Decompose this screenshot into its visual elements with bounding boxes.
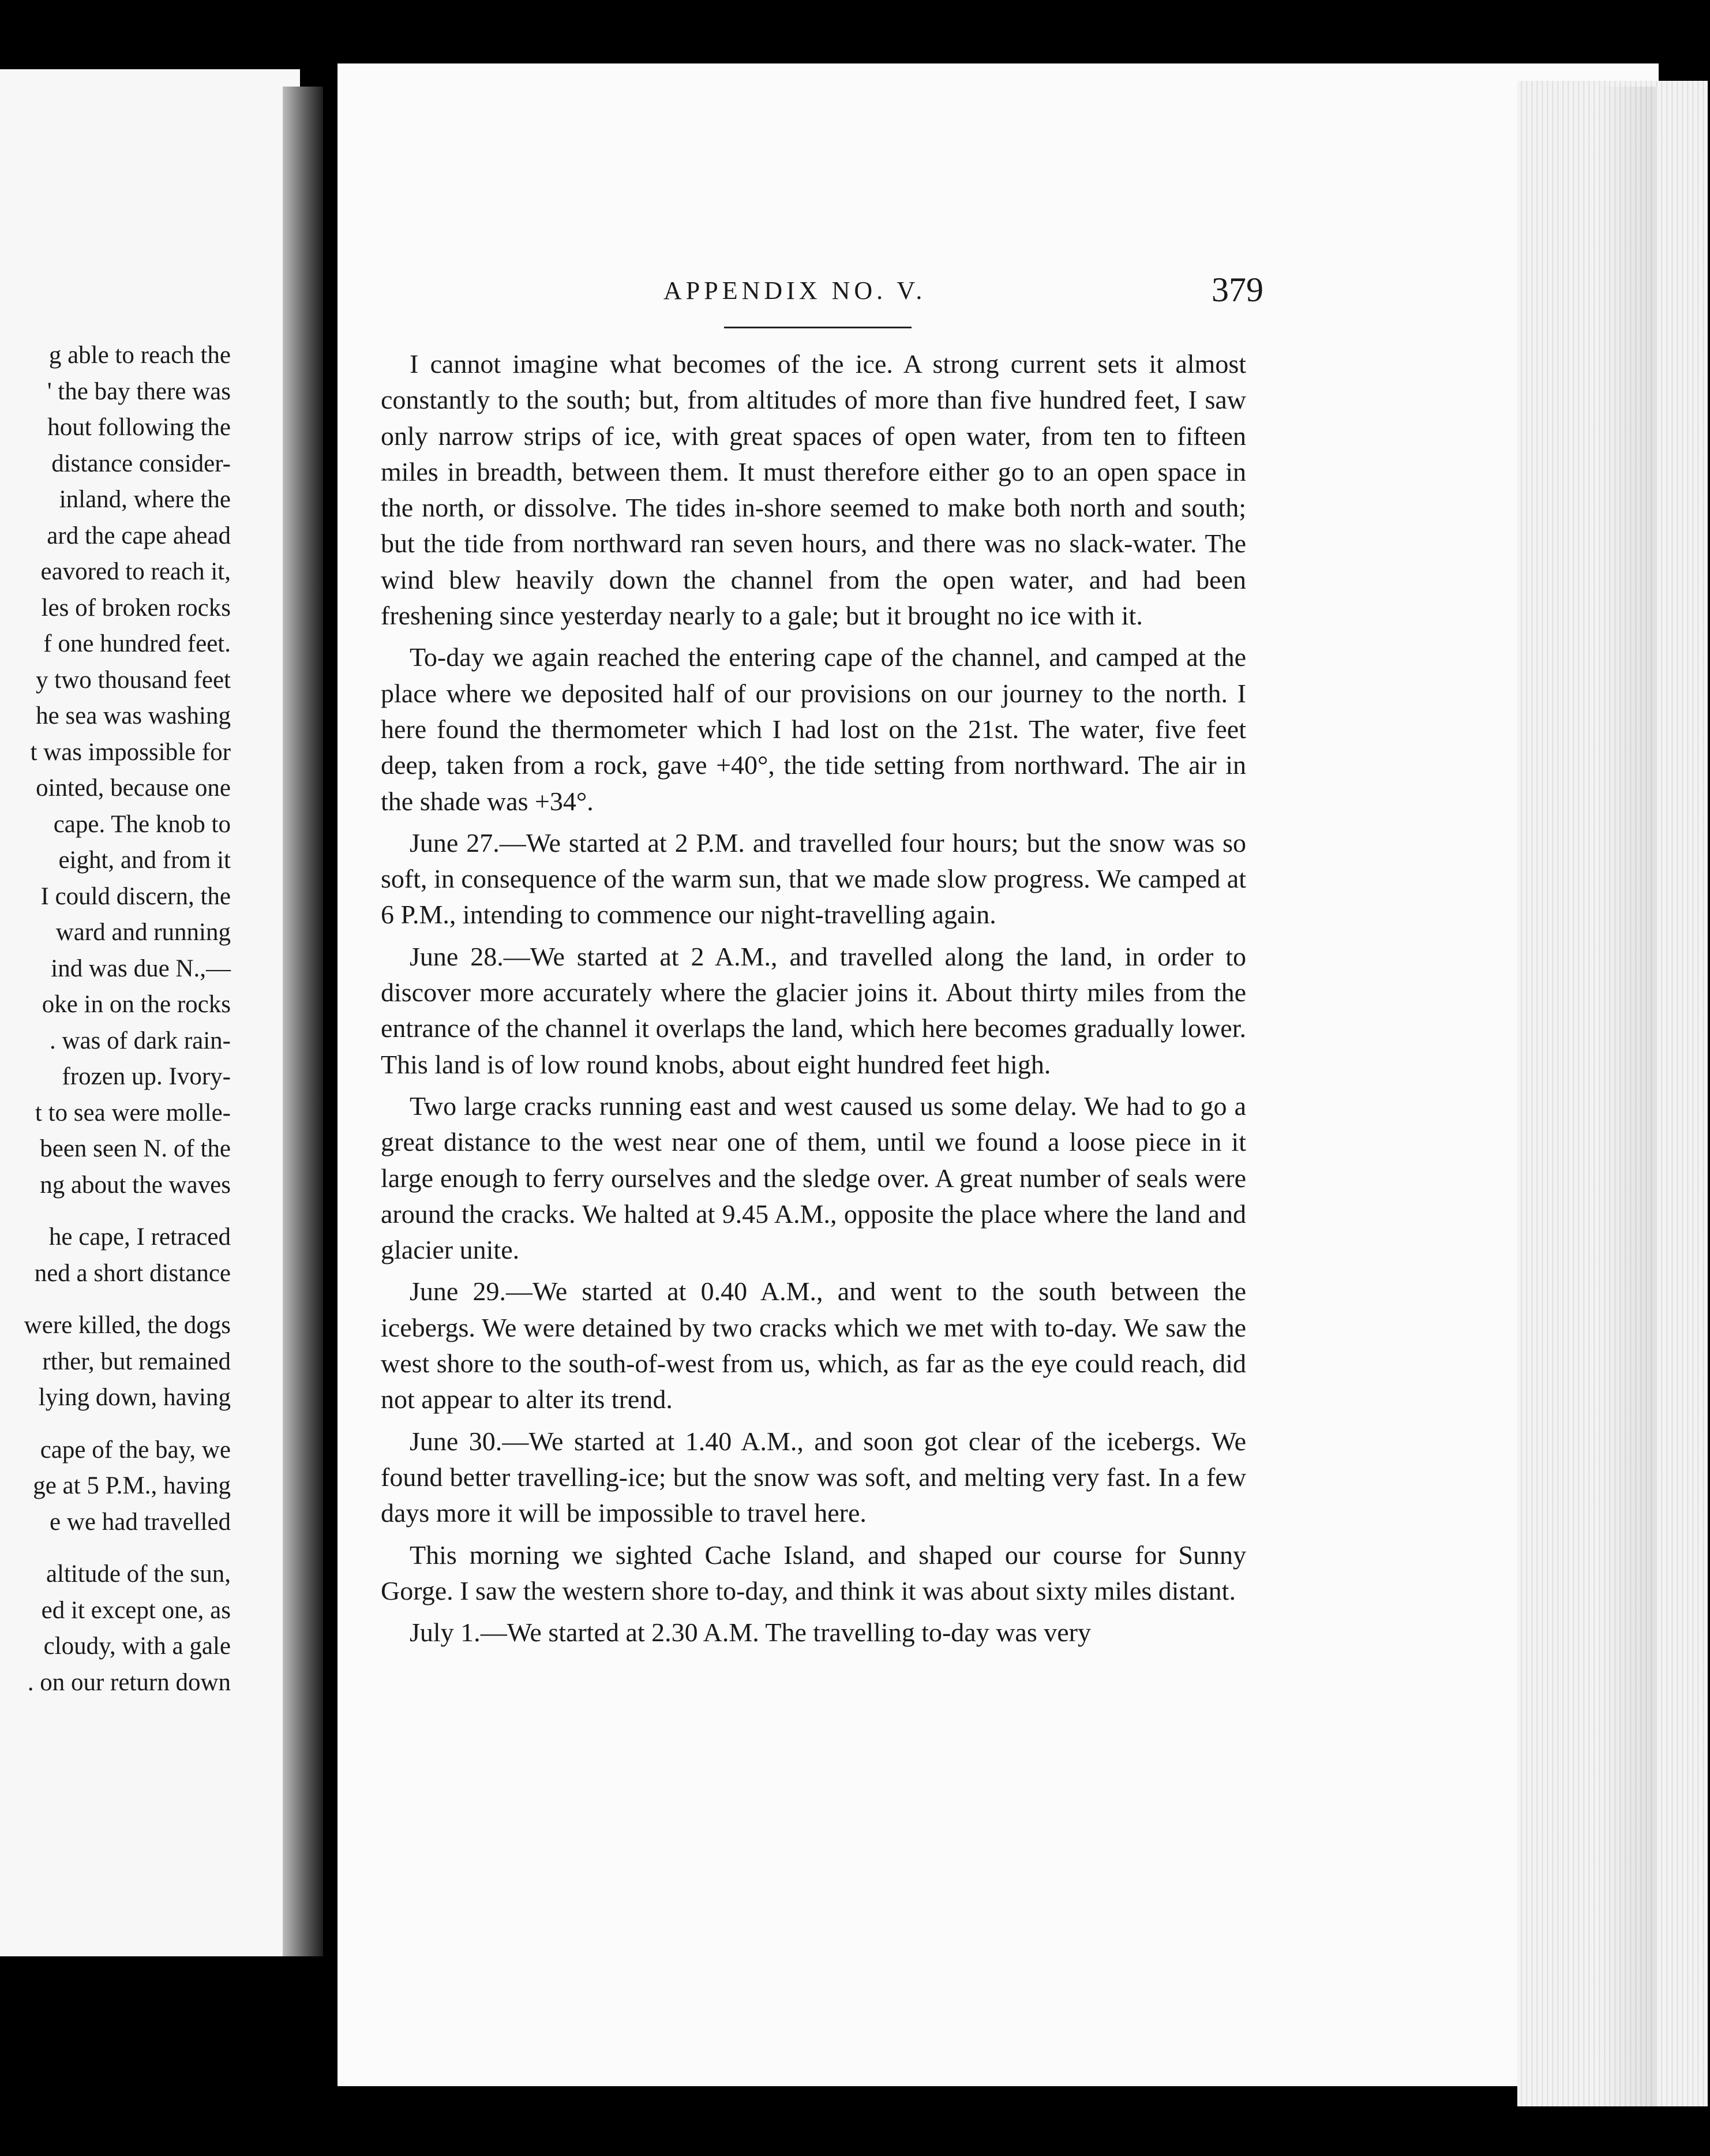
left-page-line: f one hundred feet. xyxy=(43,630,231,657)
left-page-line: distance consider- xyxy=(51,450,231,477)
left-page-line: cape. The knob to xyxy=(53,810,231,838)
left-page-line: altitude of the sun, xyxy=(46,1560,231,1588)
left-page-line: hout following the xyxy=(47,414,231,441)
left-page-line: eavored to reach it, xyxy=(40,558,231,585)
body-paragraph xyxy=(381,1537,1246,1609)
left-page-line: . on our return down xyxy=(27,1668,231,1696)
left-page-line: t to sea were molle- xyxy=(35,1099,231,1126)
left-page-line: ge at 5 P.M., having xyxy=(33,1472,231,1499)
paragraph-text: I cannot imagine what becomes of the ice. A strong current sets it almost constantly to the south; but, from altitudes of more than five hundred feet, I saw only narrow strips of ice, with great spaces of open water, from ten to fifteen miles in breadth, between them. It must therefore either go to an open space in the north, or dissolve. The tides in-shore seemed to make both north and south; but the tide from northward ran seven hours, and there was no slack-water. The wind blew heavily down the channel from the open water, and had been freshening since yesterday nearly to a gale; but it brought no ice with it. xyxy=(381,349,1246,631)
paragraph-text: —We started at 2 A.M., and travelled along the land, in order to discover more accurately where the glacier joins it. About thirty miles from the entrance of the channel it overlaps the land, which here becomes gradually lower. This land is of low round knobs, about eight hundred feet high. xyxy=(381,941,1246,1079)
running-title: APPENDIX NO. V. xyxy=(663,276,927,305)
left-page-line: ointed, because one xyxy=(36,774,231,802)
left-page-line: he sea was washing xyxy=(36,702,231,729)
body-paragraph xyxy=(381,825,1246,933)
left-page-line: . was of dark rain- xyxy=(49,1027,231,1054)
left-page-line: les of broken rocks xyxy=(41,594,231,622)
left-page-line: frozen up. Ivory- xyxy=(62,1063,231,1090)
entry-date: June 28. xyxy=(410,941,504,971)
header-rule xyxy=(724,327,912,328)
left-page-line: ind was due N.,— xyxy=(51,955,231,982)
paragraph-text: —We started at 2.30 A.M. The travelling to-day was very xyxy=(480,1618,1091,1648)
left-page-line: ' the bay there was xyxy=(47,377,231,405)
body-paragraph xyxy=(381,1424,1246,1532)
left-page-gap xyxy=(0,1416,231,1432)
paragraph-text: To-day we again reached the entering cape of the channel, and camped at the place where we deposited half of our provisions on our journey to the north. I here found the thermometer which I had lost on the 21st. The water, five feet deep, taken from a rock, gave +40°, the tide setting from northward. The air in the shade was +34°. xyxy=(381,642,1246,816)
paragraph-text: —We started at 1.40 A.M., and soon got clear of the icebergs. We found better travelling-ice; but the snow was soft, and melting very fast. In a few days more it will be impossible to travel here. xyxy=(381,1426,1246,1528)
left-page-line: oke in on the rocks xyxy=(42,991,231,1018)
page-edge-shading xyxy=(1598,87,1656,2106)
left-page-line: were killed, the dogs xyxy=(24,1312,231,1339)
left-page-line: he cape, I retraced xyxy=(48,1223,231,1251)
left-page-gap xyxy=(0,1203,231,1219)
running-head xyxy=(663,271,1263,316)
body-paragraph xyxy=(381,346,1246,634)
left-page-line: cape of the bay, we xyxy=(40,1436,231,1463)
book-gutter-shadow xyxy=(283,87,323,1956)
entry-date: June 29. xyxy=(410,1277,507,1307)
paragraph-text: —We started at 2 P.M. and travelled four hours; but the snow was so soft, in consequence of the warm sun, that we made slow progress. We camped at 6 P.M., intending to commence our night-travelling again. xyxy=(381,828,1246,930)
body-paragraph xyxy=(381,1274,1246,1417)
left-page-line: ard the cape ahead xyxy=(47,522,231,549)
left-page-text xyxy=(0,338,231,1701)
left-page-line: y two thousand feet xyxy=(36,666,231,694)
left-page-line: been seen N. of the xyxy=(40,1135,231,1162)
left-page-line: ed it except one, as xyxy=(41,1596,231,1624)
left-page-line: lying down, having xyxy=(38,1384,231,1411)
left-page-line: inland, where the xyxy=(59,486,231,513)
left-page-line: eight, and from it xyxy=(58,847,231,874)
entry-date: June 30. xyxy=(410,1426,502,1456)
left-page-line: cloudy, with a gale xyxy=(43,1633,231,1660)
body-text xyxy=(381,346,1246,1650)
left-page-line: rther, but remained xyxy=(42,1348,231,1375)
body-paragraph xyxy=(381,939,1246,1083)
entry-date: June 27. xyxy=(410,828,500,858)
left-page-line: ward and running xyxy=(55,919,231,946)
paragraph-text: This morning we sighted Cache Island, and shaped our course for Sunny Gorge. I saw the western shore to-day, and think it was about sixty miles distant. xyxy=(381,1540,1246,1605)
body-paragraph xyxy=(381,1088,1246,1268)
left-page-line: ned a short distance xyxy=(34,1259,231,1287)
body-paragraph xyxy=(381,639,1246,819)
left-page-line: e we had travelled xyxy=(50,1508,231,1536)
left-page-line: I could discern, the xyxy=(40,882,231,910)
left-page-line: ng about the waves xyxy=(40,1171,231,1199)
left-page-line: t was impossible for xyxy=(30,738,231,766)
left-page-line: g able to reach the xyxy=(48,342,231,369)
left-page-gap xyxy=(0,1292,231,1308)
body-paragraph xyxy=(381,1615,1246,1650)
entry-date: July 1. xyxy=(410,1618,481,1648)
paragraph-text: Two large cracks running east and west caused us some delay. We had to go a great distance to the west near one of them, until we found a loose piece in it large enough to ferry ourselves and the sledge over. A great number of seals were around the cracks. We halted at 9.45 A.M., opposite the place where the land and glacier unite. xyxy=(381,1091,1246,1265)
left-page-gap xyxy=(0,1540,231,1556)
paragraph-text: —We started at 0.40 A.M., and went to the south between the icebergs. We were detained by two cracks which we met with to-day. We saw the west shore to the south-of-west from us, which, as far as the eye could reach, did not appear to alter its trend. xyxy=(381,1277,1246,1414)
page-number: 379 xyxy=(1212,271,1263,309)
left-facing-page xyxy=(0,69,300,1956)
